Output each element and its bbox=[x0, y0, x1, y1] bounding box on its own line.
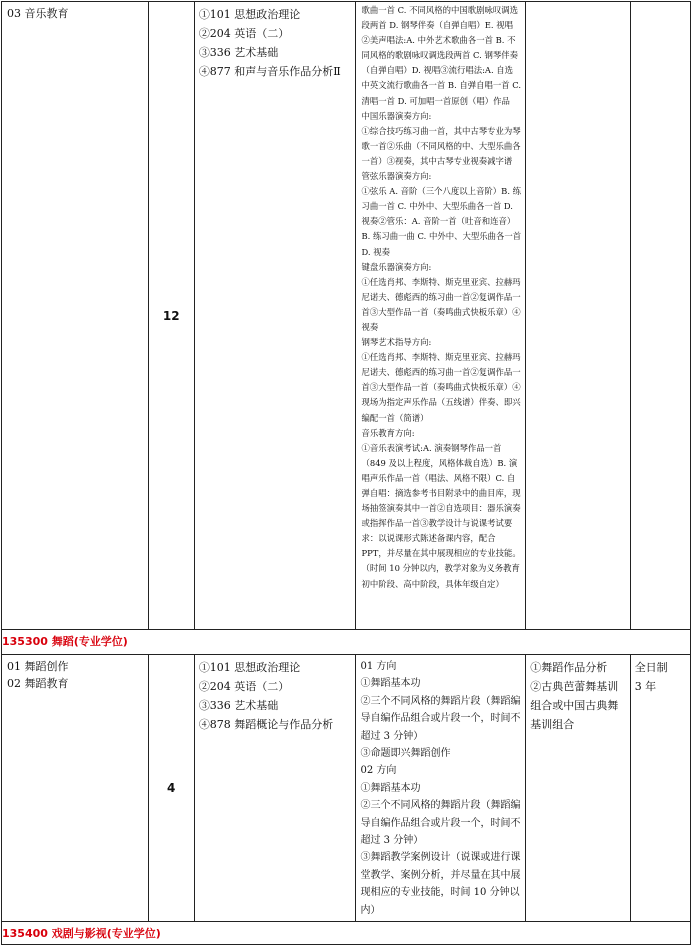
exam-subjects-cell bbox=[194, 2, 355, 630]
enrollment-count: 12 bbox=[148, 2, 194, 630]
retest-subjects: ①舞蹈作品分析 ②古典芭蕾舞基训组合或中国古典舞基训组合 bbox=[530, 661, 619, 731]
table-row bbox=[2, 2, 691, 630]
study-mode-cell bbox=[630, 2, 690, 630]
section-header-row bbox=[2, 922, 691, 945]
study-mode-cell bbox=[630, 655, 690, 922]
requirements-cell bbox=[355, 2, 526, 630]
retest-cell bbox=[526, 655, 630, 922]
research-direction: 03 音乐教育 bbox=[7, 7, 69, 20]
exam-requirements: 01 方向 ①舞蹈基本功 ②三个不同风格的舞蹈片段（舞蹈编导自编作品组合或片段一个，时间不超过 3 分钟） ③命题即兴舞蹈创作 02 方向 ①舞蹈基本功 ②三个不同风格的舞蹈片段（舞蹈编导自编作品组合或片段一个，时间不超过 3 分钟） ③舞蹈教学案例设计（说课或进行课堂教学、案例分析，并尽量在其中展现相应的专业技能，时间 10 分钟以内） bbox=[360, 661, 521, 916]
program-table bbox=[1, 1, 691, 945]
research-direction-cell bbox=[2, 655, 149, 922]
research-direction-cell bbox=[2, 2, 149, 630]
section-header-drama: 135400 戏剧与影视(专业学位) bbox=[2, 927, 161, 941]
section-header-row bbox=[2, 630, 691, 655]
exam-subjects: ①101 思想政治理论 ②204 英语（二） ③336 艺术基础 ④877 和声与音乐作品分析Ⅱ bbox=[198, 8, 341, 78]
study-mode: 全日制 3 年 bbox=[634, 661, 668, 693]
exam-subjects-cell bbox=[194, 655, 355, 922]
requirements-cell bbox=[355, 655, 526, 922]
exam-subjects: ①101 思想政治理论 ②204 英语（二） ③336 艺术基础 ④878 舞蹈概论与作品分析 bbox=[198, 661, 334, 731]
retest-subjects bbox=[526, 2, 629, 8]
table-row bbox=[2, 655, 691, 922]
section-header-dance: 135300 舞蹈(专业学位) bbox=[2, 635, 128, 648]
research-direction: 01 舞蹈创作 02 舞蹈教育 bbox=[7, 660, 69, 690]
enrollment-count: 4 bbox=[148, 655, 194, 922]
study-mode bbox=[631, 2, 690, 8]
retest-cell bbox=[526, 2, 630, 630]
exam-requirements: 歌曲一首 C. 不同风格的中国歌剧咏叹调选段两首 D. 钢琴伴奏（自弹自唱）E. 视唱②美声唱法:A. 中外艺术歌曲各一首 B. 不同风格的歌剧咏叹调选段两首 C. 钢琴伴奏（自弹自唱）D. 视唱③流行唱法:A. 自选中英文流行歌曲各一首 B. 自弹自唱一首 C. 清唱一首 D. 可加唱一首原创（唱）作品 中国乐器演奏方向: ①综合技巧练习曲一首，其中古琴专业为琴歌一首②乐曲（不同风格的中、大型乐曲各一首）③视奏，其中古琴专业视奏减字谱 管弦乐器演奏方向: ①弦乐 A. 音阶（三个八度以上音阶）B. 练习曲一首 C. 中外中、大型乐曲各一首 D. 视奏②管乐：A. 音阶一首（吐音和连音）B. 练习曲一曲 C. 中外中、大型乐曲各一首 D. 视奏 键盘乐器演奏方向: ①任选肖邦、李斯特、斯克里亚宾、拉赫玛尼诺夫、德彪西的练习曲一首②复调作品一首③大型作品一首（奏鸣曲式快板乐章）④视奏 钢琴艺术指导方向: ①任选肖邦、李斯特、斯克里亚宾、拉赫玛尼诺夫、德彪西的练习曲一首②复调作品一首③大型作品一首（奏鸣曲式快板乐章）④现场为指定声乐作品（五线谱）伴奏、即兴编配一首（简谱） 音乐教育方向: ①音乐表演考试:A. 演奏钢琴作品一首（849 及以上程度，风格体裁自选）B. 演唱声乐作品一首（唱法、风格不限）C. 自弹自唱：摘选参考书目附录中的曲目库，现场抽签演奏其中一首②自选项目：器乐演奏或指挥作品一首③教学设计与说课考试要求：以说课形式陈述备课内容，配合 PPT，并尽量在其中展现相应的专业技能。（时间 10 分钟以内，教学对象为义务教育初中阶段、高中阶段，具体年级自定） bbox=[361, 5, 522, 589]
